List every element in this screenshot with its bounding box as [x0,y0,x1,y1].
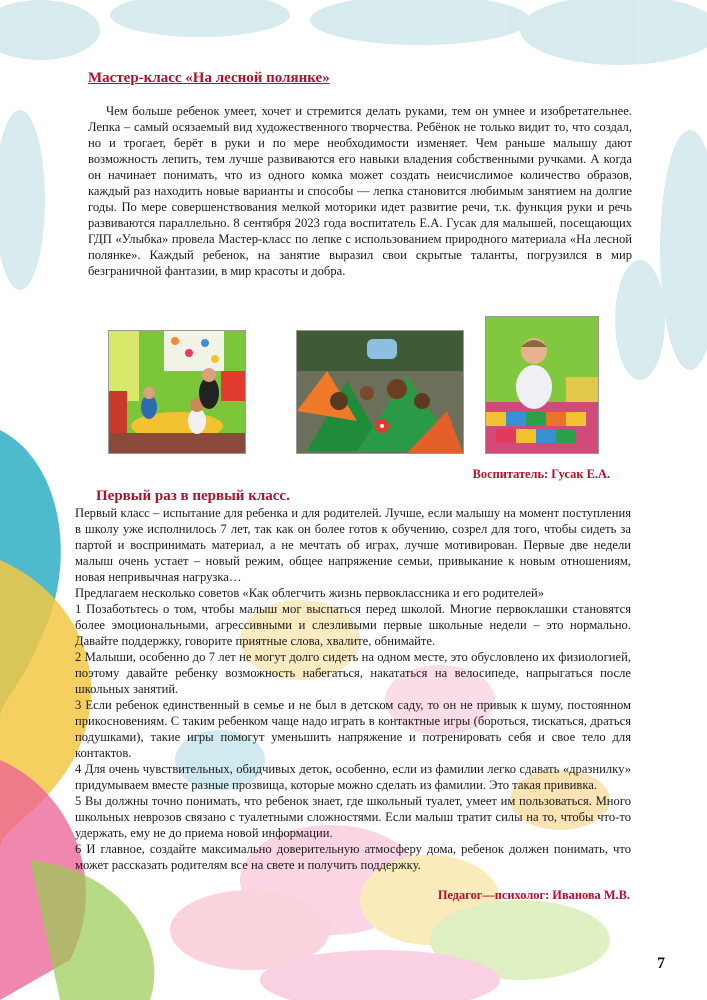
article-2-title: Первый раз в первый класс. [96,488,290,504]
article-2-tip: 2 Малыши, особенно до 7 лет не могут долго сидеть на одном месте, это обусловлено их физиологией, поэтому давайте ребенку возможность набегаться, накататься на велосипеде, напрыгаться после школьных занятий. [75,650,631,696]
article-2-tip: 3 Если ребенок единственный в семье и не был в детском саду, то он не привык к шуму, постоянном прикосновениям. С таким ребенком чаще надо играть в контактные игры (бороться, тискаться, драться подушками), такие игры помогут уменьшить напряжение и потренировать себя и свое тело для контактов. [75,698,631,760]
photo-boy-with-crafts [485,316,599,454]
article-2-author: Педагог—психолог: Иванова М.В. [437,888,630,902]
article-2-tip: 6 И главное, создайте максимально доверительную атмосферу дома, ребенок должен понимать, что может рассказать родителям все на свете и получить поддержку. [75,842,631,872]
article-2-tip: 4 Для очень чувствительных, обидчивых деток, особенно, если из фамилии легко сдавать «дразнилку» придумываем вместе разные прозвища, которые можно сделать из фамилии. Это такая прививка. [75,762,631,792]
article-2-tip: 5 Вы должны точно понимать, что ребенок знает, где школьный туалет, умеет им пользоваться. Много школьных неврозов связано с туалетными сложностями. Если малыш тратит силы на то, чтобы что-то удержать, ему не до приема новой информации. [75,794,631,840]
article-2-paragraph: Предлагаем несколько советов «Как облегчить жизнь первоклассника и его родителей» [75,586,545,600]
article-2-tip: 1 Позаботьтесь о том, чтобы малыш мог выспаться перед школой. Многие первоклашки становятся более эмоциональными, агрессивными и слезливыми первые школьные недели – это нормально. Давайте поддержку, говорите приятные слова, хвалите, обнимайте. [75,602,631,648]
photo-clay-crafts [296,330,464,454]
article-1-author: Воспитатель: Гусак Е.А. [472,467,610,481]
article-1-title: Мастер-класс «На лесной полянке» [88,70,330,86]
article-2-paragraph: Первый класс – испытание для ребенка и для родителей. Лучше, если малышу на момент поступления в школу уже исполнилось 7 лет, так как он более готов к обучению, созрел для того, чтобы сидеть за партой и воспринимать материал, а не мечтать об играх, лучше мотивирован. Первые две недели малыш очень устает – новый режим, общее напряжение семьи, привыкание к новым отношениям, новая непривычная нагрузка… [75,506,631,584]
page-number: 7 [657,955,665,972]
article-2-body [75,505,631,873]
photo-kids-at-table [108,330,246,454]
article-1-body: Чем больше ребенок умеет, хочет и стремится делать руками, тем он умнее и изобретательнее. Лепка – самый осязаемый вид художественного творчества. Ребёнок не только видит то, что создал, но и трогает, берёт в руки и по мере необходимости изменяет. Чем раньше малышу дают возможность лепить, тем лучше развиваются его навыки владения собственными ручками. А когда он начинает понимать, что из одного комка может создать неисчислимое количество образов, каждый раз находить новые варианты и способы — лепка становится любимым занятием на долгие годы. По мере совершенствования мелкой моторики идет развитие речи, т.к. функция руки и речь развиваются параллельно. 8 сентября 2023 года воспитатель Е.А. Гусак для малышей, посещающих ГДП «Улыбка» провела Мастер-класс по лепке с использованием природного материала «На лесной полянке». Каждый ребенок, на занятие выразил свои скрытые таланты, погрузился в мир безграничной фантазии, в мир красоты и добра. [88,104,632,278]
